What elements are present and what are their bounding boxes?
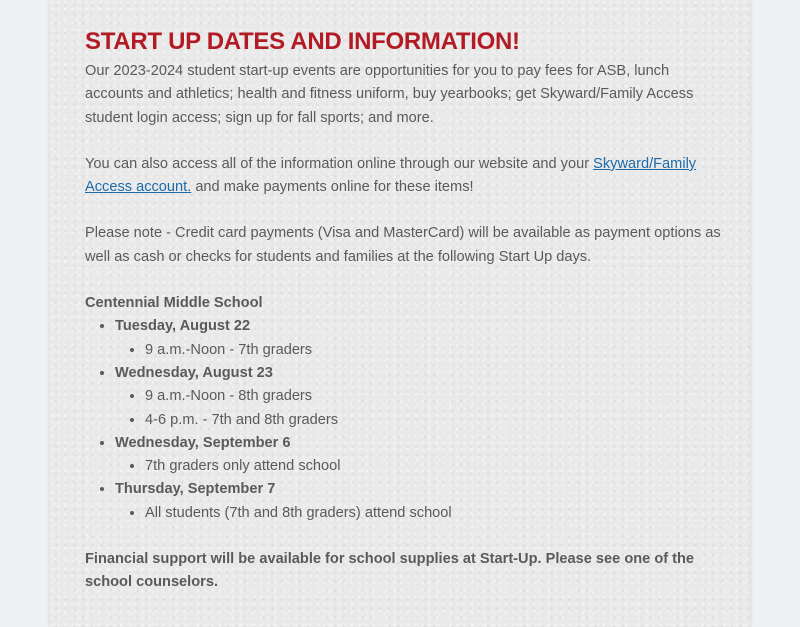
day-item (115, 432, 725, 479)
day-label: Tuesday, August 22 (115, 318, 251, 335)
schedule-item: • 4-6 p.m. - 7th and 8th graders (145, 409, 725, 432)
day-item (115, 362, 725, 432)
intro-paragraph: Our 2023-2024 student start-up events are opportunities for you to pay fees for ASB, lunch accounts and athletics; health and fitness uniform, buy yearbooks; get Skyward/Family Access student login access; sign up for fall sports; and more. (85, 63, 694, 126)
schedule-item: • 9 a.m.-Noon - 7th graders (145, 339, 725, 362)
startup-days-list (85, 315, 725, 525)
online-text-after: and make payments online for these items! (191, 179, 474, 196)
online-text-before: You can also access all of the information online through our website and your (85, 155, 594, 172)
schedule-item: • 7th graders only attend school (145, 455, 725, 478)
article-body (85, 24, 725, 595)
page-title: START UP DATES AND INFORMATION! (85, 28, 520, 55)
content-card (50, 0, 750, 627)
day-item (115, 315, 725, 362)
schedule-item: • 9 a.m.-Noon - 8th graders (145, 385, 725, 408)
financial-support-note: Financial support will be available for school supplies at Start-Up. Please see one of the school counselors. (85, 551, 695, 591)
day-schedule-list (115, 385, 725, 432)
skyward-family-access-link[interactable]: Skyward/Family Access account. (85, 155, 697, 196)
day-schedule-list (115, 502, 725, 525)
day-label: Wednesday, September 6 (115, 434, 291, 451)
day-label: Wednesday, August 23 (115, 364, 273, 381)
school-name: Centennial Middle School (85, 295, 263, 312)
online-access-paragraph (85, 153, 725, 200)
day-label: Thursday, September 7 (115, 481, 276, 498)
day-schedule-list (115, 339, 725, 362)
payment-note-paragraph: Please note - Credit card payments (Visa and MasterCard) will be available as payment options as well as cash or checks for students and families at the following Start Up days. (85, 225, 721, 265)
schedule-item: • All students (7th and 8th graders) attend school (145, 502, 725, 525)
day-schedule-list (115, 455, 725, 478)
day-item (115, 478, 725, 525)
